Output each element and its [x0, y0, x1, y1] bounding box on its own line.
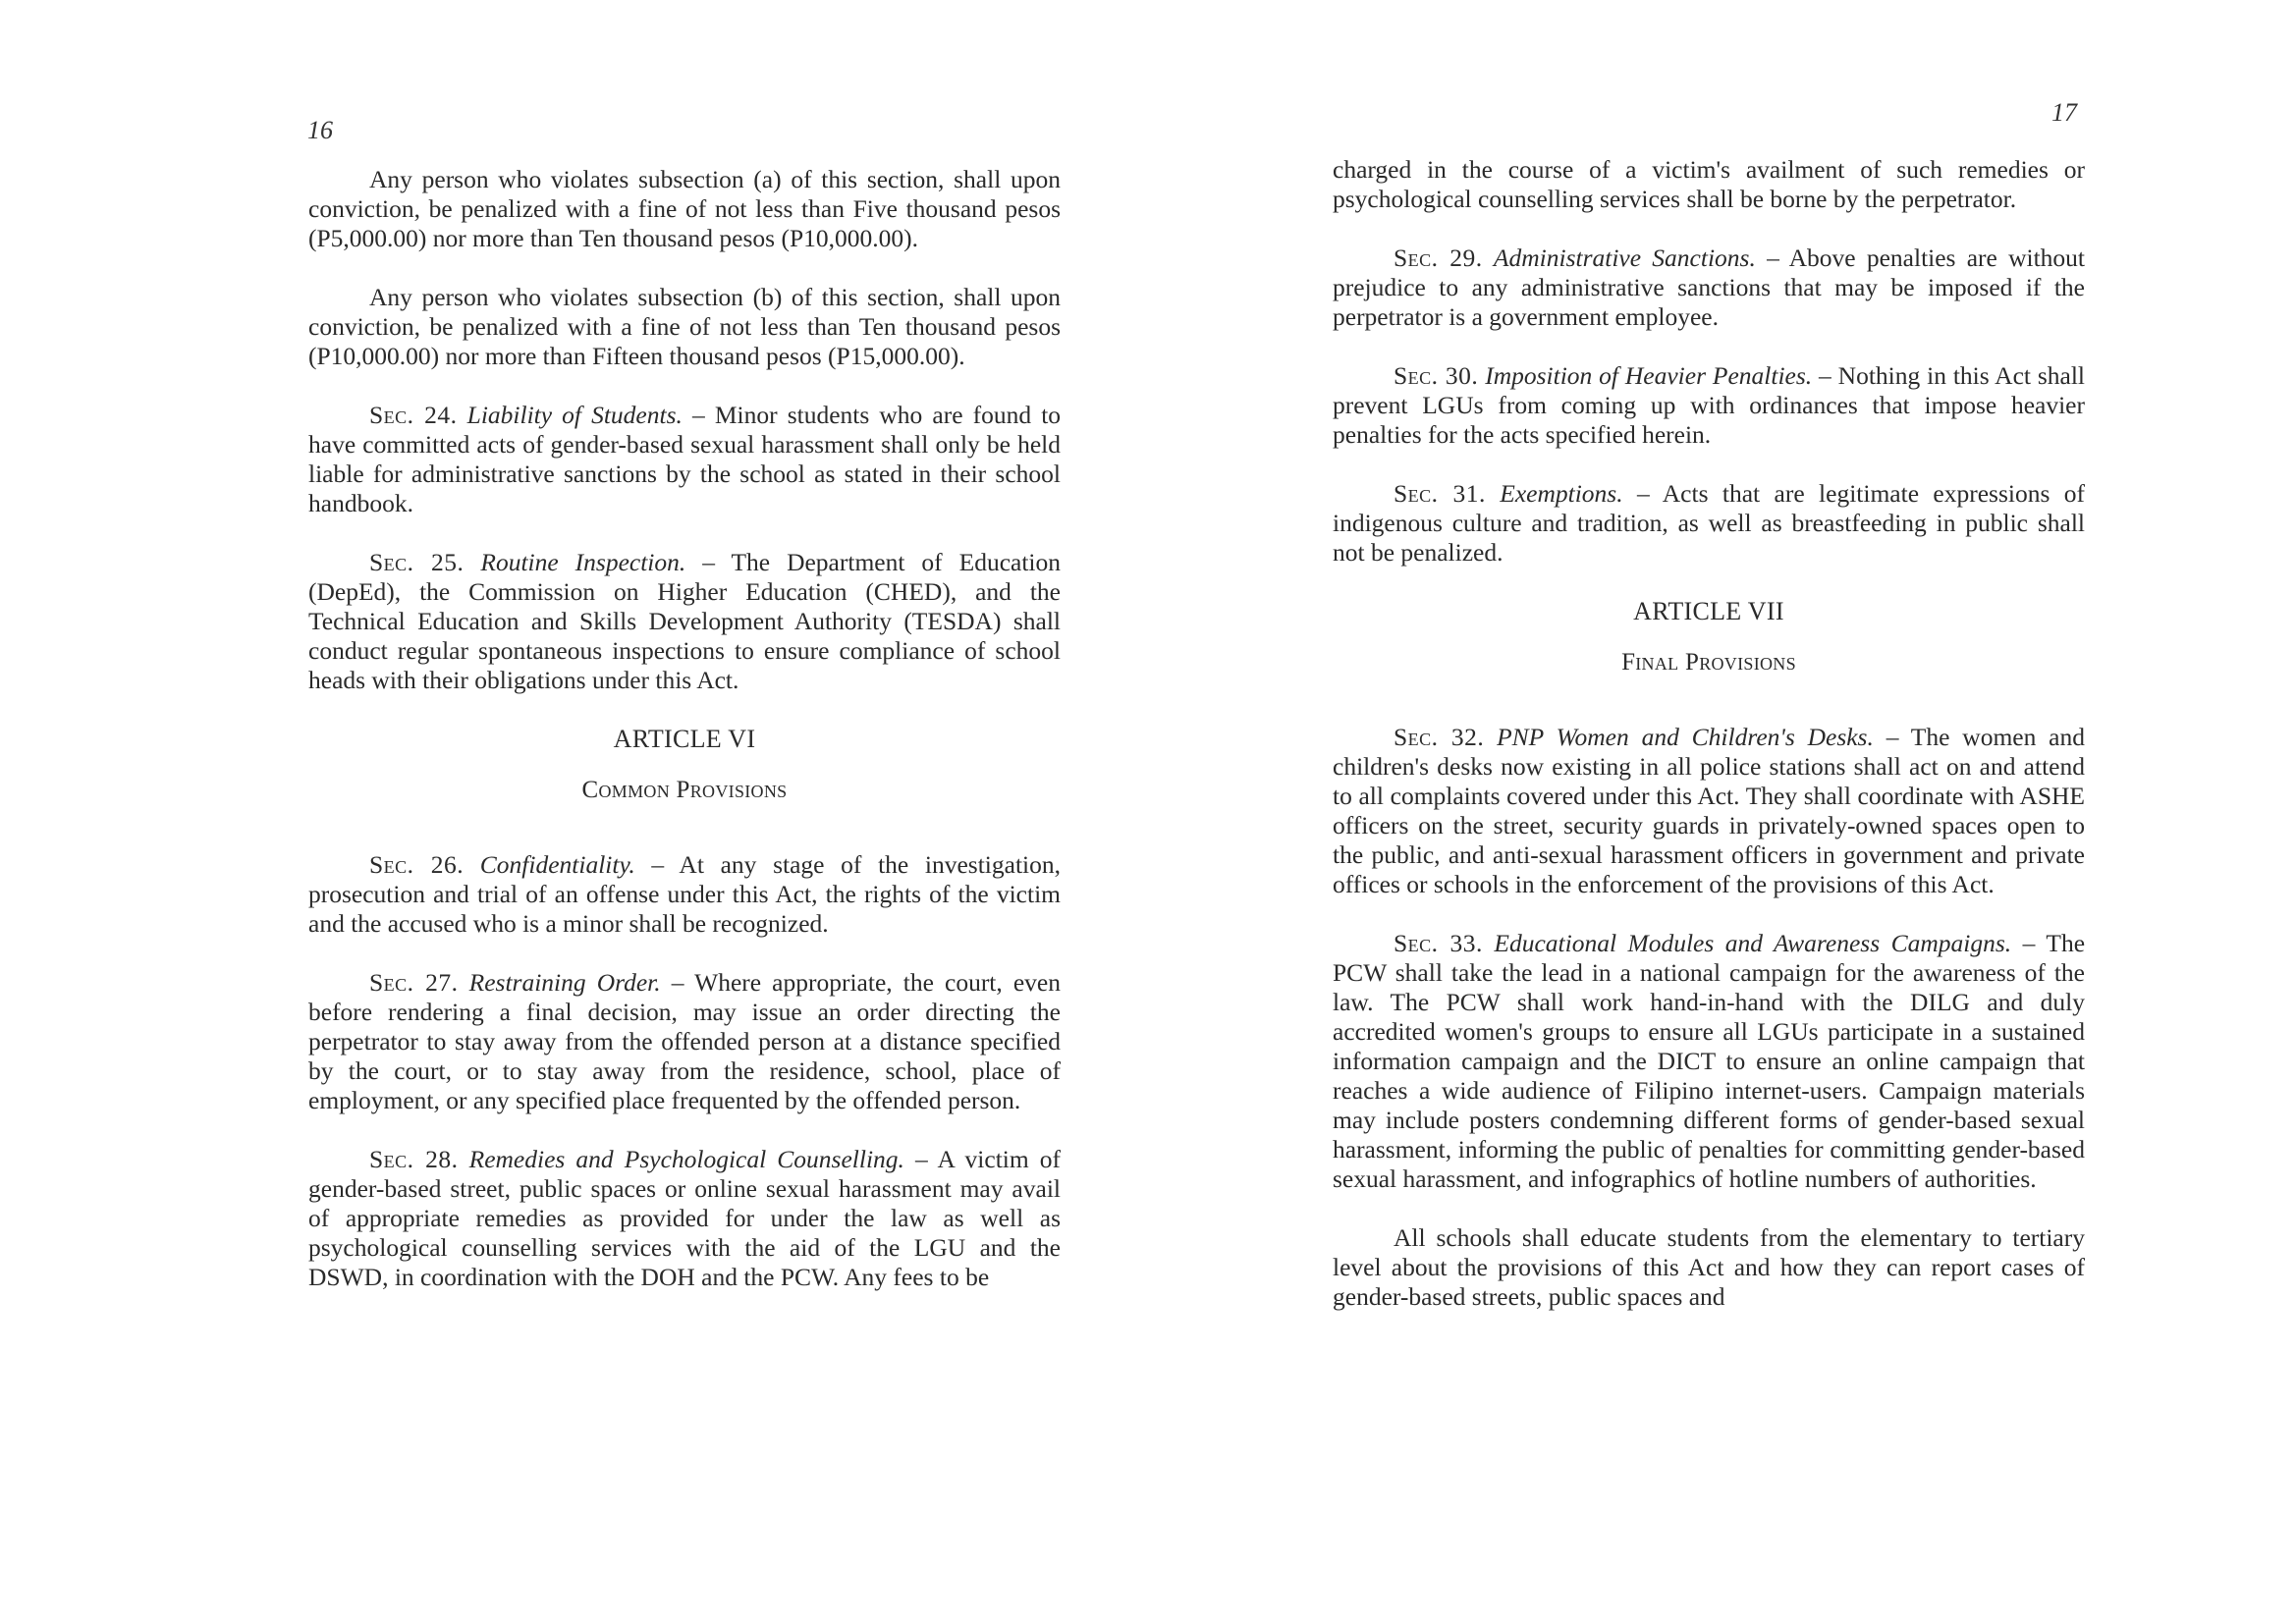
section-29: [1333, 243, 2085, 332]
section-title: Confidentiality.: [479, 850, 635, 879]
section-25: [308, 548, 1061, 695]
closing-paragraph: All schools shall educate students from the elementary to tertiary level about the provisions of this Act and how they can report cases of gender-based streets, public spaces and: [1333, 1223, 2085, 1311]
section-26: [308, 850, 1061, 939]
section-body: – The PCW shall take the lead in a national campaign for the awareness of the law. The PCW shall work hand-in-hand with the DILG and duly accredited women's groups to ensure all LGUs participate in a sustained information campaign and the DICT to ensure an online campaign that reaches a wide audience of Filipino internet-users. Campaign materials may include posters condemning different forms of gender-based sexual harassment, informing the public of penalties for committing gender-based sexual harassment, and infographics of hotline numbers of authorities.: [1333, 929, 2086, 1193]
section-label: Sec. 31.: [1394, 479, 1486, 508]
section-30: [1333, 361, 2085, 450]
page-number: 16: [307, 116, 333, 144]
section-title: Educational Modules and Awareness Campaigns.: [1494, 929, 2012, 957]
page-number: 17: [2051, 98, 2077, 127]
section-label: Sec. 28.: [369, 1145, 459, 1173]
penalty-paragraph: Any person who violates subsection (b) of this section, shall upon conviction, be penalized with a fine of not less than Ten thousand pesos (P10,000.00) nor more than Fifteen thousand pesos (P15,000.00).: [308, 283, 1061, 370]
section-body: – The Department of Education (DepEd), the Commission on Higher Education (CHED), and the Technical Education and Skills Development Authority (TESDA) shall conduct regular spontaneous inspections to ensure compliance of school heads with their obligations under this Act.: [308, 548, 1061, 694]
right-column: [1333, 155, 2085, 1341]
section-title: Administrative Sanctions.: [1493, 243, 1756, 272]
section-body: – A victim of gender-based street, public spaces or online sexual harassment may avail of appropriate remedies as provided for under the law as well as psychological counselling services with the aid of the LGU and the DSWD, in coordination with the DOH and the PCW. Any fees to be: [308, 1145, 1062, 1291]
section-label: Sec. 24.: [369, 401, 458, 429]
section-label: Sec. 29.: [1394, 243, 1483, 272]
section-body: – Above penalties are without prejudice to any administrative sanctions that may be imposed if the perpetrator is a government employee.: [1333, 243, 2085, 331]
article-subheading: Common Provisions: [581, 777, 788, 803]
section-title: Exemptions.: [1500, 479, 1623, 508]
left-column: [308, 165, 1061, 1322]
section-body: – At any stage of the investigation, prosecution and trial of an offense under this Act, the rights of the victim and the accused who is a minor shall be recognized.: [308, 850, 1062, 938]
penalty-paragraph: Any person who violates subsection (a) of this section, shall upon conviction, be penalized with a fine of not less than Five thousand pesos (P5,000.00) nor more than Ten thousand pesos (P10,000.00).: [308, 165, 1061, 252]
section-33: [1333, 929, 2085, 1194]
section-label: Sec. 25.: [369, 548, 465, 576]
section-27: [308, 968, 1061, 1115]
section-label: Sec. 33.: [1394, 929, 1483, 957]
section-body: – Where appropriate, the court, even before rendering a final decision, may issue an order directing the perpetrator to stay away from the offended person at a distance specified by the court, or to stay away from the residence, school, place of employment, or any specified place frequented by the offended person.: [308, 968, 1061, 1114]
article-heading: ARTICLE VI: [613, 725, 756, 753]
article-subheading: Final Provisions: [1621, 649, 1796, 676]
section-label: Sec. 30.: [1394, 361, 1479, 390]
section-title: Routine Inspection.: [480, 548, 686, 576]
section-label: Sec. 26.: [369, 850, 465, 879]
continuation-paragraph: charged in the course of a victim's availment of such remedies or psychological counselling services shall be borne by the perpetrator.: [1333, 155, 2085, 213]
section-28: [308, 1145, 1061, 1292]
section-body: – The women and children's desks now existing in all police stations shall act on and attend to all complaints covered under this Act. They shall coordinate with ASHE officers on the street, security guards in privately-owned spaces open to the public, and anti-sexual harassment officers in government and private offices or schools in the enforcement of the provisions of this Act.: [1333, 723, 2085, 898]
section-32: [1333, 723, 2085, 899]
article-heading: ARTICLE VII: [1633, 597, 1784, 625]
section-title: Restraining Order.: [468, 968, 661, 997]
section-label: Sec. 32.: [1394, 723, 1485, 751]
section-body: – Nothing in this Act shall prevent LGUs from coming up with ordinances that impose heavier penalties for the acts specified herein.: [1333, 361, 2086, 449]
section-31: [1333, 479, 2085, 568]
section-body: – Minor students who are found to have committed acts of gender-based sexual harassment shall only be held liable for administrative sanctions by the school as stated in their school handbook.: [308, 401, 1062, 517]
section-title: Imposition of Heavier Penalties.: [1485, 361, 1813, 390]
section-label: Sec. 27.: [369, 968, 459, 997]
section-title: Remedies and Psychological Counselling.: [468, 1145, 904, 1173]
section-24: [308, 401, 1061, 518]
section-title: PNP Women and Children's Desks.: [1497, 723, 1874, 751]
right-page: [1148, 0, 2296, 1623]
section-title: Liability of Students.: [466, 401, 683, 429]
section-body: – Acts that are legitimate expressions of indigenous culture and tradition, as well as breastfeeding in public shall not be penalized.: [1333, 479, 2086, 567]
